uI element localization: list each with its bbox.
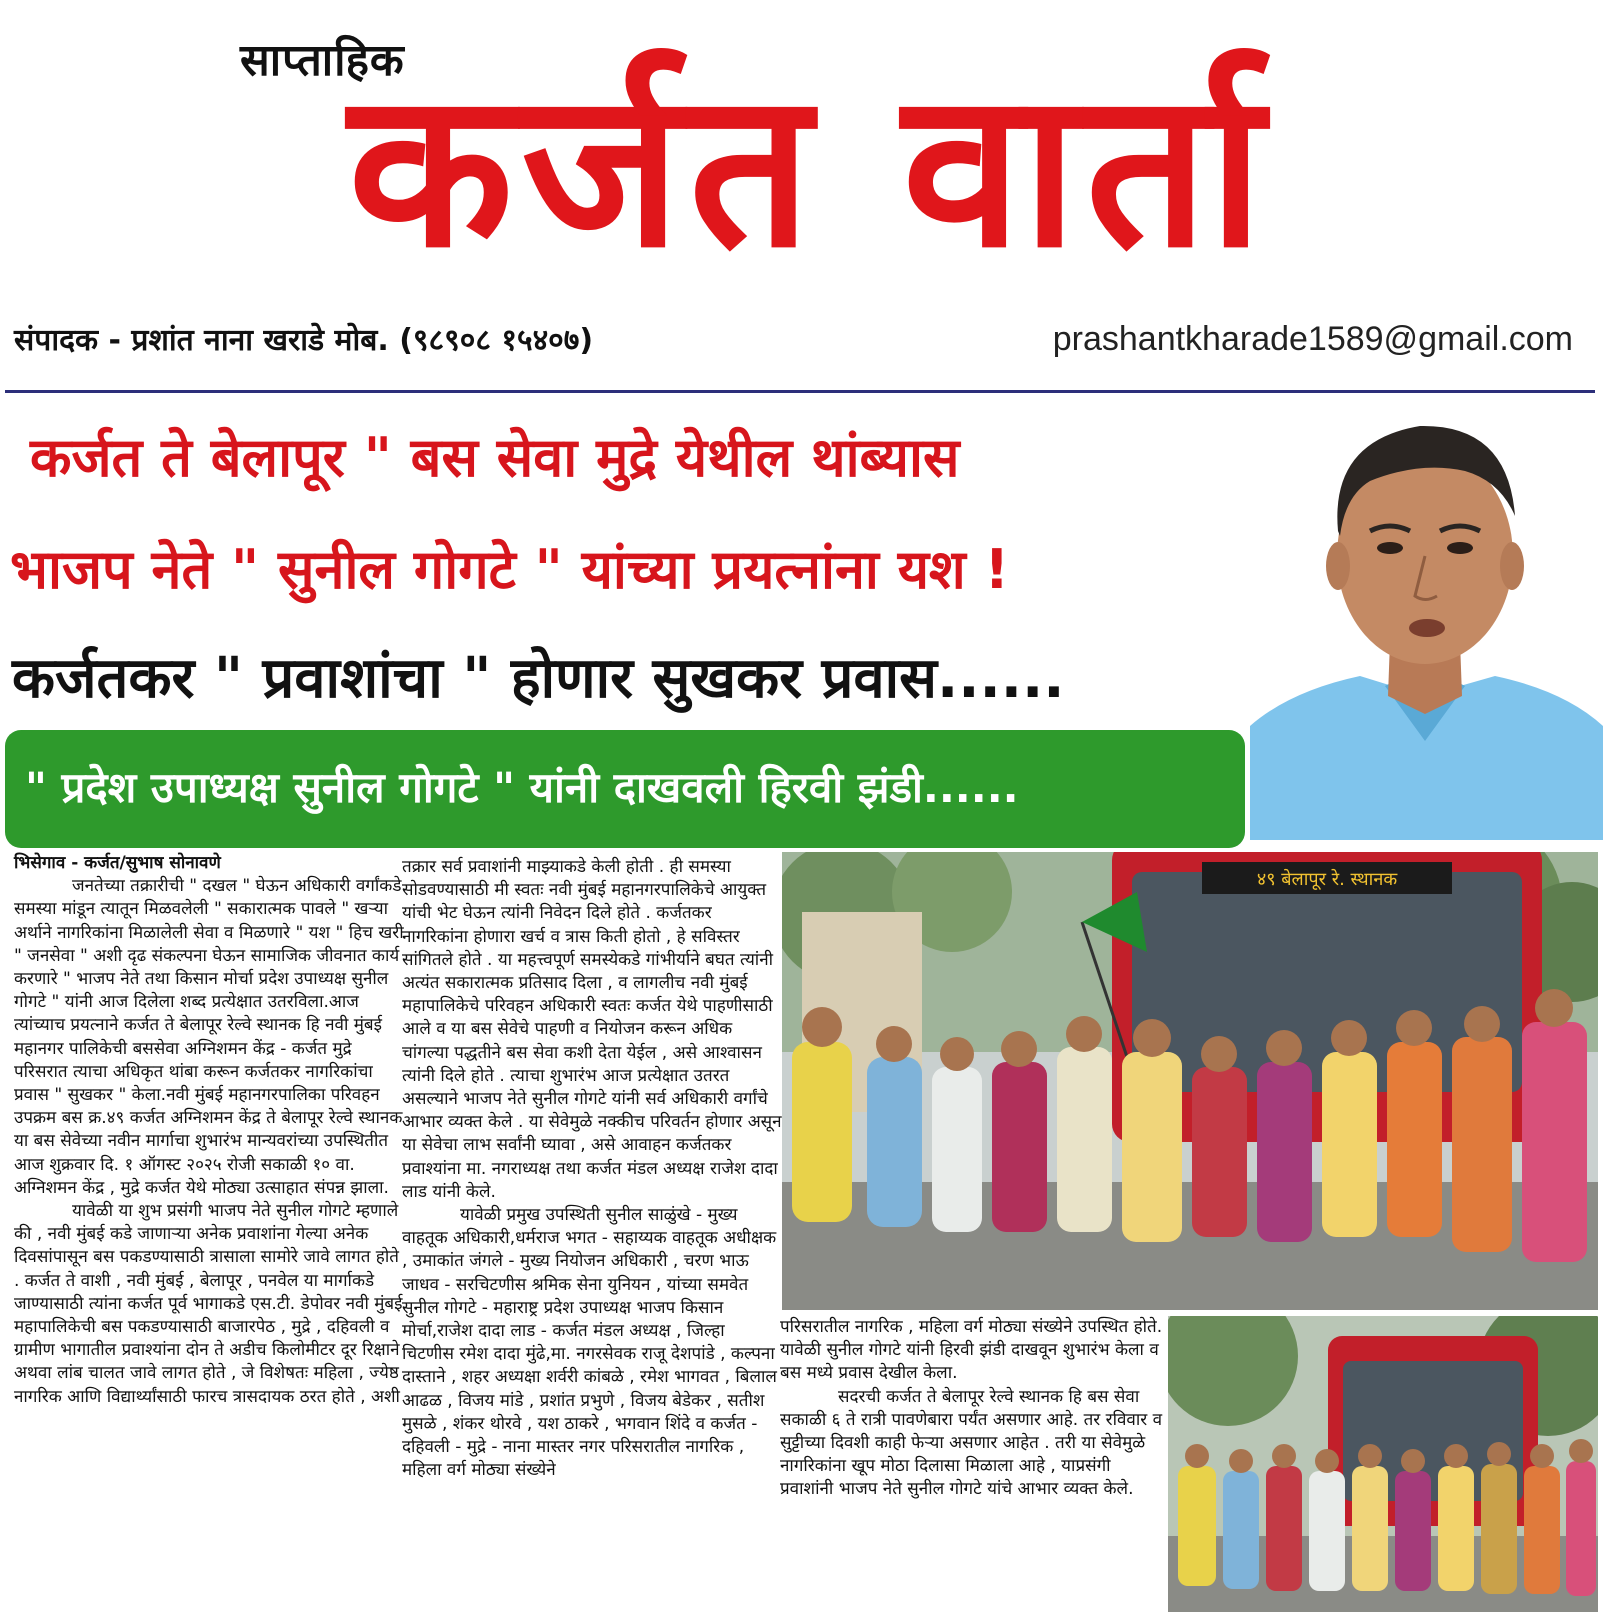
green-banner-text: " प्रदेश उपाध्यक्ष सुनील गोगटे " यांनी दाखवली हिरवी झंडी......: [25, 763, 1019, 812]
masthead-tagline: साप्ताहिक: [240, 35, 405, 86]
article-paragraph: परिसरातील नागरिक , महिला वर्ग मोठ्या संख्येने उपस्थित होते. यावेळी सुनील गोगटे यांनी हिरवी झंडी दाखवून शुभारंभ केला व बस मध्ये प्रवास देखील केला.: [780, 1317, 1163, 1384]
event-photo-main: [782, 852, 1598, 1310]
headline-line-2: भाजप नेते " सुनील गोगटे " यांच्या प्रयत्नांना यश !: [10, 538, 1010, 601]
article-column-1: [14, 852, 404, 1409]
newspaper-title: कर्जत वार्ता: [348, 44, 1272, 295]
article-paragraph: यावेळी या शुभ प्रसंगी भाजप नेते सुनील गोगटे म्हणाले की , नवी मुंबई कडे जाणाऱ्या अनेक प्रवाशांना गेल्या अनेक दिवसांपासून बस पकडण्यासाठी त्रासाला सामोरे जावे लागत होते . कर्जत ते वाशी , नवी मुंबई , बेलापूर , पनवेल या मार्गाकडे जाण्यासाठी त्यांना कर्जत पूर्व भागाकडे एस.टी. डेपोवर नवी मुंबई महापालिकेची बस पकडण्यासाठी बाजारपेठ , मुद्रे , दहिवली व ग्रामीण भागातील प्रवाश्यांना दोन ते अडीच किलोमीटर दूर रिक्षाने अथवा लांब चालत जावे लागत होते , जे विशेषतः महिला , ज्येष्ठ नागरिक आणि विद्यार्थ्यांसाठी फारच त्रासदायक ठरत होते , अशी: [14, 1201, 403, 1407]
article-paragraph: यावेळी प्रमुख उपस्थिती सुनील साळुंखे - मुख्य वाहतूक अधिकारी,धर्मराज भगत - सहाय्यक वाहतूक अधीक्षक , उमाकांत जंगले - मुख्य नियोजन अधिकारी , चरण भाऊ जाधव - सरचिटणीस श्रमिक सेना युनियन , यांच्या समवेत सुनील गोगटे - महाराष्ट्र प्रदेश उपाध्यक्ष भाजप किसान मोर्चा,राजेश दादा लाड - कर्जत मंडल अध्यक्ष , जिल्हा चिटणीस रमेश दादा मुंढे,मा. नगरसेवक राजू देशपांडे , कल्पना दास्ताने , शहर अध्यक्षा शर्वरी कांबळे , रमेश भागवत , बिलाल आढळ , विजय मांडे , प्रशांत प्रभुणे , विजय बेडेकर , सतीश मुसळे , शंकर थोरवे , यश ठाकरे , भगवान शिंदे व कर्जत - दहिवली - मुद्रे - नाना मास्तर नगर परिसरातील नागरिक , महिला वर्ग मोठ्या संख्येने: [402, 1205, 777, 1481]
article-column-2: [402, 856, 782, 1482]
editor-info: संपादक - प्रशांत नाना खराडे मोब. (९८९०८ १५४०७): [14, 323, 594, 358]
article-paragraph: जनतेच्या तक्रारीची " दखल " घेऊन अधिकारी वर्गांकडे समस्या मांडून त्यातून मिळवलेली " सकारात्मक पावले " खऱ्या अर्थाने नागरिकांना मिळालेली सेवा व मिळणारे " यश " हिच खरी " जनसेवा " अशी दृढ संकल्पना घेऊन सामाजिक जीवनात कार्य करणारे " भाजप नेते तथा किसान मोर्चा प्रदेश उपाध्यक्ष सुनील गोगटे " यांनी आज दिलेला शब्द प्रत्येक्षात उतरविला.आज त्यांच्याच प्रयत्नाने कर्जत ते बेलापूर रेल्वे स्थानक हि नवी मुंबई महानगर पालिकेची बससेवा अग्निशमन केंद्र - कर्जत मुद्रे परिसरात त्याचा अधिकृत थांबा करून कर्जतकर नागरिकांचा प्रवास " सुखकर " केला.नवी मुंबई महानगरपालिका परिवहन उपक्रम बस क्र.४९ कर्जत अग्निशमन केंद्र ते बेलापूर रेल्वे स्थानक या बस सेवेच्या नवीन मार्गाचा शुभारंभ मान्यवरांच्या उपस्थितीत आज शुक्रवार दि. १ ऑगस्ट २०२५ रोजी सकाळी १० वा. अग्निशमन केंद्र , मुद्रे कर्जत येथे मोठ्या उत्साहात संपन्न झाला.: [14, 876, 404, 1198]
event-photo-secondary: [1168, 1316, 1598, 1612]
masthead-divider: [5, 390, 1595, 393]
headline-line-1: कर्जत ते बेलापूर " बस सेवा मुद्रे येथील थांब्यास: [30, 426, 960, 489]
article-dateline: भिसेगाव - कर्जत/सुभाष सोनावणे: [14, 853, 221, 873]
green-banner: [5, 730, 1245, 848]
article-paragraph: तक्रार सर्व प्रवाशांनी माझ्याकडे केली होती . ही समस्या सोडवण्यासाठी मी स्वतः नवी मुंबई महानगरपालिकेचे आयुक्त यांची भेट घेऊन त्यांनी निवेदन दिले होते . कर्जतकर नागरिकांना होणारा खर्च व त्रास किती होतो , हे सविस्तर सांगितले होते . या महत्त्वपूर्ण समस्येकडे गांभीर्याने बघत त्यांनी अत्यंत सकारात्मक प्रतिसाद दिला , व लागलीच नवी मुंबई महापालिकेचे परिवहन अधिकारी स्वतः कर्जत येथे पाहणीसाठी आले व या बस सेवेचे पाहणी व नियोजन करून अधिक चांगल्या पद्धतीने बस सेवा कशी देता येईल , असे आश्वासन त्यांनी दिले होते . त्याचा शुभारंभ आज प्रत्येक्षात उतरत असल्याने भाजप नेते सुनील गोगटे यांनी सर्व अधिकारी वर्गांचे आभार व्यक्त केले . या सेवेमुळे नक्कीच परिवर्तन होणार असून या सेवेचा लाभ सर्वांनी घ्यावा , असे आवाहन कर्जतकर प्रवाश्यांना मा. नगराध्यक्ष तथा कर्जत मंडल अध्यक्ष राजेश दादा लाड यांनी केले.: [402, 857, 782, 1202]
article-column-3: [780, 1316, 1165, 1502]
bus-destination-sign: ४९ बेलापूर रे. स्थानक: [1256, 869, 1398, 890]
editor-email: prashantkharade1589@gmail.com: [1052, 320, 1573, 358]
portrait-photo: [1250, 396, 1603, 840]
headline-line-3: कर्जतकर " प्रवाशांचा " होणार सुखकर प्रवास......: [12, 646, 1065, 711]
article-paragraph: सदरची कर्जत ते बेलापूर रेल्वे स्थानक हि बस सेवा सकाळी ६ ते रात्री पावणेबारा पर्यंत असणार आहे. तर रविवार व सुट्टीच्या दिवशी काही फेऱ्या असणार आहेत . तरी या सेवेमुळे नागरिकांना खूप मोठा दिलासा मिळाला आहे , याप्रसंगी प्रवाशांनी भाजप नेते सुनील गोगटे यांचे आभार व्यक्त केले.: [780, 1386, 1163, 1500]
